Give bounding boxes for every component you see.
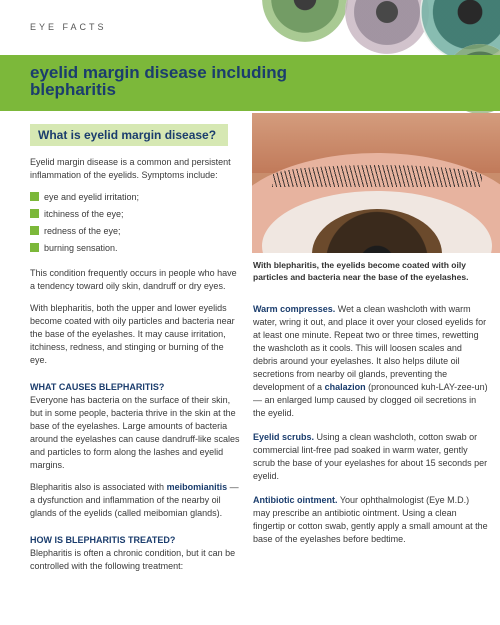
series-label: EYE FACTS — [30, 22, 107, 32]
treatment-paragraph: Blepharitis is often a chronic condition, but it can be controlled with the following treatment: — [30, 548, 236, 571]
warm-compress-label: Warm compresses. — [253, 304, 336, 314]
treatment-heading: HOW IS BLEPHARITIS TREATED? — [30, 535, 176, 545]
eyelid-scrubs-label: Eyelid scrubs. — [253, 432, 315, 442]
blepharitis-paragraph: With blepharitis, both the upper and lower eyelids become coated with oily particles and bacteria near the base of the eyelashes. It may cause irritation, itchiness, redness, and stinging or burning of the eye. — [30, 303, 235, 365]
photo-caption: With blepharitis, the eyelids become coated with oily particles and bacteria near the base of the eyelashes. — [253, 260, 469, 282]
antibiotic-paragraph: Antibiotic ointment. Your ophthalmologist (Eye M.D.) may prescribe an antibiotic ointment. Using a clean fingertip or cotton swab, gently apply a small amount at the base of the eyelashes before bedtime. — [253, 495, 488, 544]
list-item: redness of the eye; — [30, 225, 242, 238]
meibomianitis-term: meibomianitis — [166, 482, 228, 492]
list-item: burning sensation. — [30, 242, 242, 255]
causes-paragraph: Everyone has bacteria on the surface of their skin, but in some people, bacteria thrive in the skin at the base of the eyelashes. Large amounts of bacteria around the eyelashes can cause dandruff-like scales and particles to form along the lashes and eyelid margins. — [30, 395, 240, 470]
condition-paragraph: This condition frequently occurs in people who have a tendency toward oily skin, dandruff or dry eyes. — [30, 268, 237, 291]
chalazion-term: chalazion — [324, 382, 366, 392]
intro-paragraph: Eyelid margin disease is a common and persistent inflammation of the eyelids. Symptoms include: — [30, 157, 231, 180]
list-item: itchiness of the eye; — [30, 208, 242, 221]
right-column — [253, 303, 488, 557]
association-paragraph: Blepharitis also is associated with meibomianitis — a dysfunction and inflammation of the nearby oil glands of the eyelids (called meibomian glands). — [30, 482, 239, 518]
bullet-square-icon — [30, 209, 39, 218]
warm-compress-paragraph: Warm compresses. Wet a clean washcloth with warm water, wring it out, and place it over your closed eyelids for at least one minute. Repeat two or three times, rewetting the washcloth as it cools. This will loosen scales and debris around your eyelashes. It also helps dilute oil secretions from nearby oil glands, preventing the development of a chalazion (pronounced kuh-LAY-zee-un) — an enlarged lump caused by clogged oil secretions in the eyelid. — [253, 304, 488, 418]
antibiotic-label: Antibiotic ointment. — [253, 495, 338, 505]
bullet-square-icon — [30, 226, 39, 235]
section-heading: What is eyelid margin disease? — [38, 128, 217, 142]
eyelid-scrubs-paragraph: Eyelid scrubs. Using a clean washcloth, cotton swab or commercial lint-free pad soaked in warm water, gently scrub the base of your eyelashes for about 15 seconds per eyelid. — [253, 432, 488, 481]
bullet-square-icon — [30, 243, 39, 252]
left-column — [30, 156, 242, 582]
list-item: eye and eyelid irritation; — [30, 191, 242, 204]
symptom-list — [30, 191, 242, 255]
bullet-square-icon — [30, 192, 39, 201]
eyelid-photo — [252, 113, 500, 253]
page-title: eyelid margin disease including blepharitis — [30, 63, 287, 99]
causes-heading: WHAT CAUSES BLEPHARITIS? — [30, 382, 165, 392]
